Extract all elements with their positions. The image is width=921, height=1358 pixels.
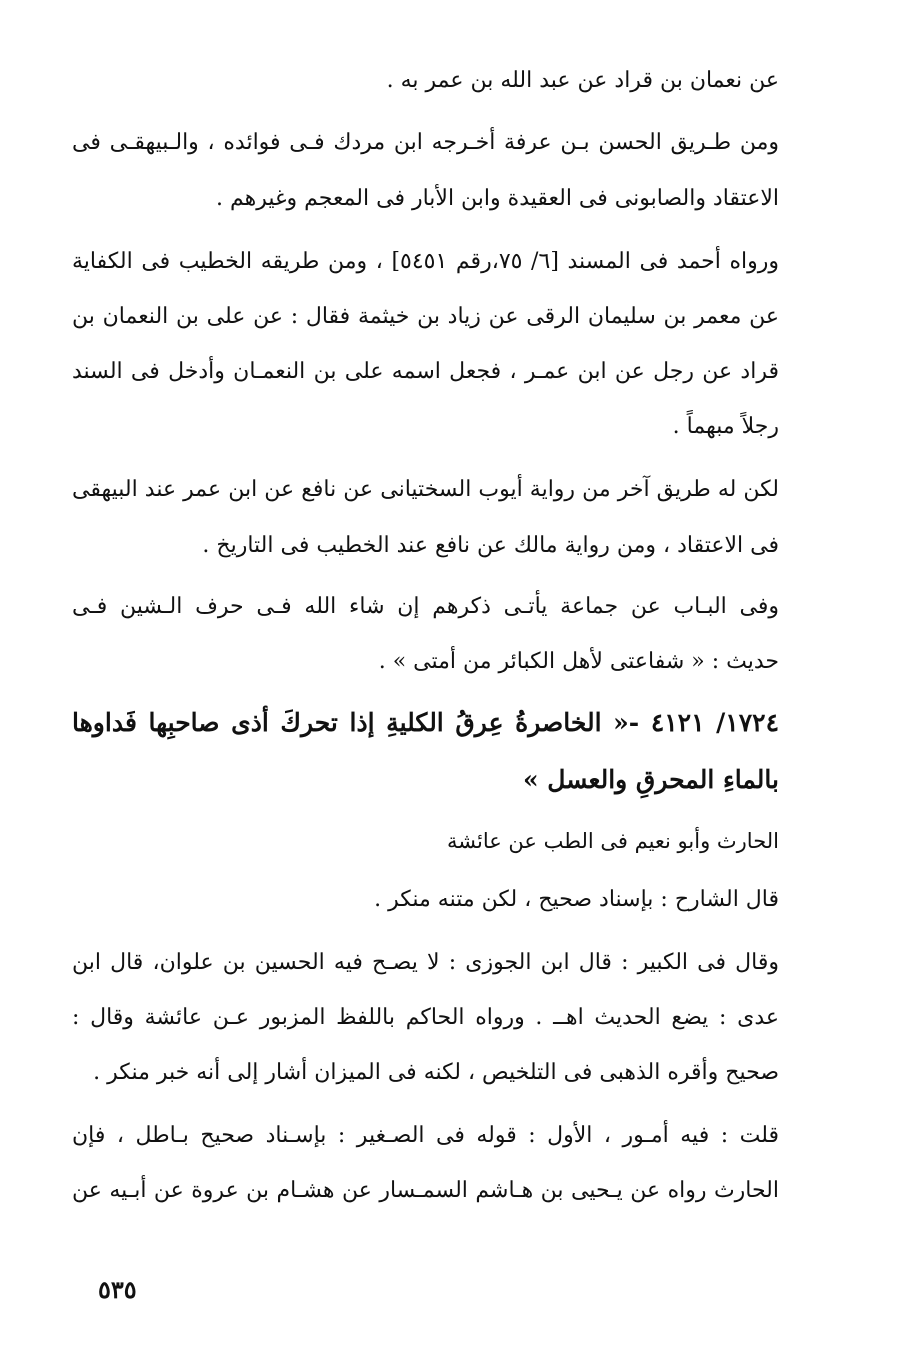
text-line: عن نعمان بن قراد عن عبد الله بن عمر به . (386, 68, 779, 93)
text-line: قال الشارح : بإسناد صحيح ، لكن متنه منكر . (374, 887, 779, 912)
text-line: لكن له طريق آخر من رواية أيوب السختيانى عن نافع عن ابن عمر عند البيهقى (72, 477, 779, 502)
text-line: صحيح وأقره الذهبى فى التلخيص ، لكنه فى الميزان أشار إلى أنه خبر منكر . (93, 1060, 779, 1085)
hadith-heading: بالماءِ المحرقِ والعسل » (522, 765, 779, 794)
text-line: قراد عن رجل عن ابن عمـر ، فجعل اسمه على بن النعمـان وأدخل فى السند (72, 359, 779, 384)
text-line: ومن طـريق الحسن بـن عرفة أخـرجه ابن مردك فـى فوائده ، والـبيهقـى فى (72, 130, 779, 155)
text-line: فى الاعتقاد ، ومن رواية مالك عن نافع عند الخطيب فى التاريخ . (202, 533, 779, 558)
page-number: ٥٣٥ (98, 1275, 137, 1304)
text-line: حديث : « شفاعتى لأهل الكبائر من أمتى » . (378, 649, 779, 674)
text-line: عدى : يضع الحديث اهــ . ورواه الحاكم باللفظ المزبور عـن عائشة وقال : (72, 1005, 779, 1030)
text-line: قلت : فيه أمـور ، الأول : قوله فى الصـغير : بإسـناد صحيح بـاطل ، فإن (72, 1123, 779, 1148)
text-line: الاعتقاد والصابونى فى العقيدة وابن الأبار فى المعجم وغيرهم . (216, 186, 779, 211)
text-line: ورواه أحمد فى المسند [٦/ ٧٥،رقم ٥٤٥١] ، ومن طريقه الخطيب فى الكفاية (72, 249, 779, 274)
hadith-source: الحارث وأبو نعيم فى الطب عن عائشة (446, 829, 779, 853)
text-line: وقال فى الكبير : قال ابن الجوزى : لا يصـح فيه الحسين بن علوان، قال ابن (72, 950, 779, 975)
text-line: الحارث رواه عن يـحيى بن هـاشم السمـسار عن هشـام بن عروة عن أبـيه عن (72, 1178, 779, 1203)
text-line: وفى البـاب عن جماعة يأتـى ذكرهم إن شاء الله فـى حرف الـشين فـى (72, 594, 779, 619)
hadith-heading: ١٧٢٤/ ٤١٢١ -« الخاصرةُ عِرقُ الكليةِ إذا تحركَ أذى صاحبِها فَداوها (72, 708, 779, 737)
text-line: عن معمر بن سليمان الرقى عن زياد بن خيثمة فقال : عن على بن النعمان بن (72, 304, 779, 329)
text-line: رجلاً مبهماً . (672, 414, 779, 439)
